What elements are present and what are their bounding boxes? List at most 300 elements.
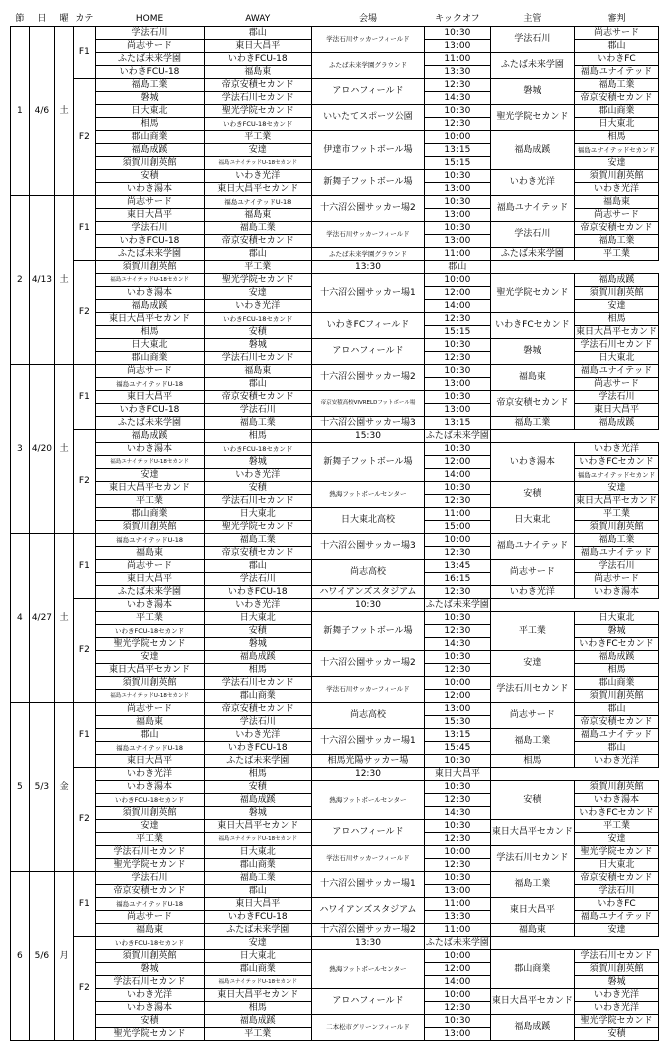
home-team: 須賀川創英館 bbox=[95, 157, 204, 170]
match-weekday: 土 bbox=[55, 365, 74, 534]
home-team: 東日大昌平 bbox=[95, 209, 204, 222]
match-row bbox=[11, 924, 659, 937]
away-team: 相馬 bbox=[204, 430, 312, 443]
match-row bbox=[11, 196, 659, 209]
match-row bbox=[11, 430, 659, 443]
home-team: 日大東北 bbox=[95, 339, 204, 352]
referee-team: 須賀川創英館 bbox=[574, 521, 658, 534]
kickoff-time: 10:00 bbox=[424, 677, 490, 690]
kickoff-time: 12:30 bbox=[424, 586, 490, 599]
category-label: F2 bbox=[74, 79, 95, 196]
venue: 学法石川サッカーフィールド bbox=[312, 846, 425, 872]
away-team: 相馬 bbox=[204, 664, 312, 677]
header-kickoff: キックオフ bbox=[424, 13, 490, 27]
home-team: 学法石川セカンド bbox=[95, 976, 204, 989]
match-row bbox=[11, 898, 659, 911]
venue: 学法石川サッカーフィールド bbox=[312, 222, 425, 248]
referee-team: 日大東北 bbox=[574, 118, 658, 131]
away-team: 聖光学院セカンド bbox=[204, 105, 312, 118]
away-team: 安達 bbox=[204, 937, 312, 950]
away-team: 福島ユナイテッドU-18 bbox=[204, 196, 312, 209]
referee-team: 平工業 bbox=[574, 508, 658, 521]
kickoff-time: 10:30 bbox=[424, 443, 490, 456]
away-team: いわき光洋 bbox=[204, 170, 312, 183]
home-team: いわき湯本 bbox=[95, 443, 204, 456]
away-team: 東日大昌平 bbox=[204, 898, 312, 911]
kickoff-time: 13:00 bbox=[424, 703, 490, 716]
home-team: 学法石川セカンド bbox=[95, 846, 204, 859]
referee-team: 東日大昌平 bbox=[574, 404, 658, 417]
match-weekday: 土 bbox=[55, 196, 74, 365]
away-team: 福島工業 bbox=[204, 534, 312, 547]
match-row bbox=[11, 443, 659, 456]
match-row bbox=[11, 53, 659, 66]
match-row bbox=[11, 508, 659, 521]
away-team: 学法石川セカンド bbox=[204, 352, 312, 365]
referee-team: いわき湯本 bbox=[574, 794, 658, 807]
venue: 熱海フットボールセンター bbox=[312, 781, 425, 820]
referee-team: 安積 bbox=[574, 1028, 658, 1041]
venue: 学法石川サッカーフィールド bbox=[312, 677, 425, 703]
referee-team: 福島工業 bbox=[574, 534, 658, 547]
referee-team: 相馬 bbox=[574, 131, 658, 144]
referee-team: 平工業 bbox=[574, 248, 658, 261]
away-team: 日大東北 bbox=[204, 612, 312, 625]
host-team: いわき湯本 bbox=[490, 443, 574, 482]
home-team: 郡山 bbox=[95, 729, 204, 742]
kickoff-time: 14:00 bbox=[424, 976, 490, 989]
home-team: ふたば未来学園 bbox=[95, 248, 204, 261]
venue: いわきFCフィールド bbox=[312, 313, 425, 339]
away-team: 郡山 bbox=[204, 27, 312, 40]
home-team: 須賀川創英館 bbox=[95, 950, 204, 963]
home-team: いわき湯本 bbox=[95, 183, 204, 196]
kickoff-time: 10:30 bbox=[424, 339, 490, 352]
away-team: 安積 bbox=[204, 625, 312, 638]
home-team: 聖光学院セカンド bbox=[95, 1028, 204, 1041]
home-team: いわき湯本 bbox=[95, 599, 204, 612]
home-team: 相馬 bbox=[95, 118, 204, 131]
category-label: F1 bbox=[74, 534, 95, 599]
away-team: いわき光洋 bbox=[204, 300, 312, 313]
away-team: 郡山商業 bbox=[204, 690, 312, 703]
home-team: 学法石川 bbox=[95, 872, 204, 885]
home-team: いわき光洋 bbox=[95, 989, 204, 1002]
referee-team: 学法石川セカンド bbox=[574, 950, 658, 963]
away-team: 聖光学院セカンド bbox=[204, 274, 312, 287]
header-away: AWAY bbox=[204, 13, 312, 27]
kickoff-time: 12:30 bbox=[424, 352, 490, 365]
match-row bbox=[11, 339, 659, 352]
away-team: 学法石川セカンド bbox=[204, 495, 312, 508]
referee-team: 郡山 bbox=[574, 703, 658, 716]
kickoff-time: 13:15 bbox=[424, 729, 490, 742]
referee-team: 平工業 bbox=[574, 820, 658, 833]
referee-team: 学法石川セカンド bbox=[574, 339, 658, 352]
away-team: いわきFCU-18 bbox=[204, 586, 312, 599]
referee-team: 福島成蹊 bbox=[574, 651, 658, 664]
home-team: いわき湯本 bbox=[95, 1002, 204, 1015]
away-team: 郡山 bbox=[204, 378, 312, 391]
referee-team: 帝京安積セカンド bbox=[574, 872, 658, 885]
home-team: 尚志サード bbox=[95, 40, 204, 53]
away-team: 福島東 bbox=[204, 209, 312, 222]
referee-team: 日大東北 bbox=[574, 859, 658, 872]
kickoff-time: 15:15 bbox=[424, 157, 490, 170]
home-team: いわきFCU-18 bbox=[95, 235, 204, 248]
kickoff-time: 14:00 bbox=[424, 300, 490, 313]
away-team: 福島ユナイテッドU-18セカンド bbox=[204, 157, 312, 170]
away-team: 安達 bbox=[204, 144, 312, 157]
kickoff-time: 10:30 bbox=[424, 755, 490, 768]
venue: 二本松市グリーンフィールド bbox=[312, 1015, 425, 1041]
referee-team: いわき光洋 bbox=[574, 1002, 658, 1015]
kickoff-time: 12:00 bbox=[424, 456, 490, 469]
match-row bbox=[11, 261, 659, 274]
kickoff-time: 12:30 bbox=[424, 118, 490, 131]
referee-team: 相馬 bbox=[574, 313, 658, 326]
venue: 新舞子フットボール場 bbox=[312, 612, 425, 651]
away-team: 安積 bbox=[204, 326, 312, 339]
kickoff-time: 13:00 bbox=[424, 378, 490, 391]
schedule-table bbox=[10, 13, 659, 1041]
referee-team: 福島ユナイテッド bbox=[574, 729, 658, 742]
referee-team: ふたば未来学園 bbox=[425, 599, 489, 610]
away-team: 相馬 bbox=[204, 1002, 312, 1015]
host-team: 郡山商業 bbox=[490, 950, 574, 989]
home-team: いわき光洋 bbox=[95, 768, 204, 781]
match-row bbox=[11, 248, 659, 261]
kickoff-time: 10:30 bbox=[424, 170, 490, 183]
home-team: 福島ユナイテッドU-18セカンド bbox=[95, 456, 204, 469]
referee-team: 帝京安積セカンド bbox=[574, 222, 658, 235]
kickoff-time: 10:30 bbox=[424, 872, 490, 885]
away-team: 磐城 bbox=[204, 456, 312, 469]
kickoff-time: 12:30 bbox=[424, 495, 490, 508]
venue: 新舞子フットボール場 bbox=[312, 170, 425, 196]
home-team: 福島ユナイテッドU-18セカンド bbox=[95, 274, 204, 287]
home-team: 須賀川創英館 bbox=[95, 677, 204, 690]
referee-team: 安達 bbox=[574, 482, 658, 495]
home-team: 尚志サード bbox=[95, 365, 204, 378]
away-team: いわき光洋 bbox=[204, 469, 312, 482]
home-team: いわきFCU-18セカンド bbox=[95, 794, 204, 807]
referee-team: 須賀川創英館 bbox=[574, 690, 658, 703]
venue: アロハフィールド bbox=[312, 339, 425, 365]
away-team: 平工業 bbox=[204, 131, 312, 144]
home-team: 東日大昌平 bbox=[95, 573, 204, 586]
kickoff-time: 16:15 bbox=[424, 573, 490, 586]
venue: アロハフィールド bbox=[312, 820, 425, 846]
referee-team: いわきFC bbox=[574, 898, 658, 911]
host-team: 福島工業 bbox=[490, 729, 574, 755]
kickoff-time: 10:30 bbox=[424, 27, 490, 40]
away-team: 帝京安積セカンド bbox=[204, 79, 312, 92]
home-team: いわき湯本 bbox=[95, 287, 204, 300]
home-team: いわきFCU-18セカンド bbox=[95, 937, 204, 950]
referee-team: いわきFCセカンド bbox=[574, 807, 658, 820]
home-team: 尚志サード bbox=[95, 196, 204, 209]
match-date: 4/6 bbox=[29, 27, 54, 196]
referee-team: 郡山 bbox=[574, 742, 658, 755]
away-team: いわきFCU-18セカンド bbox=[204, 443, 312, 456]
home-team: 須賀川創英館 bbox=[95, 807, 204, 820]
away-team: 東日大昌平セカンド bbox=[204, 183, 312, 196]
category-label: F2 bbox=[74, 430, 95, 534]
home-team: ふたば未来学園 bbox=[95, 586, 204, 599]
kickoff-time: 13:00 bbox=[424, 885, 490, 898]
venue: ふたば未来学園グラウンド bbox=[312, 53, 425, 79]
kickoff-time: 13:00 bbox=[424, 1028, 490, 1041]
home-team: 磐城 bbox=[95, 963, 204, 976]
venue: 十六沼公園サッカー場2 bbox=[312, 651, 425, 677]
home-team: 安達 bbox=[95, 820, 204, 833]
away-team: 帝京安積セカンド bbox=[204, 235, 312, 248]
referee-team: いわきFC bbox=[574, 53, 658, 66]
venue: 熱海フットボールセンター bbox=[312, 482, 425, 508]
kickoff-time: 11:00 bbox=[424, 898, 490, 911]
referee-team: 東日大昌平 bbox=[424, 768, 490, 781]
kickoff-time: 13:30 bbox=[424, 66, 490, 79]
away-team: 郡山 bbox=[204, 560, 312, 573]
away-team: 福島成蹊 bbox=[204, 794, 312, 807]
match-row bbox=[11, 989, 659, 1002]
kickoff-time: 12:30 bbox=[424, 313, 490, 326]
kickoff-time: 12:30 bbox=[424, 547, 490, 560]
match-row bbox=[11, 703, 659, 716]
category-label: F2 bbox=[74, 937, 95, 1041]
referee-team: 福島東 bbox=[574, 196, 658, 209]
match-row bbox=[11, 820, 659, 833]
home-team: 聖光学院セカンド bbox=[95, 638, 204, 651]
kickoff-time: 14:30 bbox=[424, 92, 490, 105]
home-team: 安積 bbox=[95, 170, 204, 183]
match-row bbox=[11, 560, 659, 573]
referee-team: 郡山 bbox=[574, 40, 658, 53]
home-team: 尚志サード bbox=[95, 911, 204, 924]
referee-team: 須賀川創英館 bbox=[574, 170, 658, 183]
kickoff-time: 13:00 bbox=[424, 183, 490, 196]
category-label: F2 bbox=[74, 261, 95, 365]
match-weekday: 月 bbox=[55, 872, 74, 1041]
away-team: 学法石川 bbox=[204, 573, 312, 586]
home-team: 尚志サード bbox=[95, 703, 204, 716]
kickoff-time: 13:00 bbox=[424, 209, 490, 222]
away-team: 日大東北 bbox=[204, 508, 312, 521]
home-team: 福島東 bbox=[95, 547, 204, 560]
host-team: 平工業 bbox=[490, 612, 574, 651]
match-row bbox=[11, 313, 659, 326]
venue: 熱海フットボールセンター bbox=[312, 950, 425, 989]
referee-team: いわきFCセカンド bbox=[574, 638, 658, 651]
referee-team: 安達 bbox=[574, 833, 658, 846]
referee-team: 聖光学院セカンド bbox=[574, 1015, 658, 1028]
home-team: 東日大昌平セカンド bbox=[95, 313, 204, 326]
kickoff-time: 10:00 bbox=[424, 846, 490, 859]
match-date: 5/3 bbox=[29, 703, 54, 872]
match-row bbox=[11, 417, 659, 430]
referee-team: 日大東北 bbox=[574, 612, 658, 625]
host-team: いわき光洋 bbox=[490, 586, 574, 599]
away-team: 安積 bbox=[204, 482, 312, 495]
home-team: 東日大昌平セカンド bbox=[95, 482, 204, 495]
venue: 十六沼公園サッカー場1 bbox=[312, 729, 425, 755]
referee-team: 福島ユナイテッド bbox=[574, 911, 658, 924]
kickoff-time: 10:30 bbox=[424, 391, 490, 404]
kickoff-time: 13:00 bbox=[424, 40, 490, 53]
home-team: 福島東 bbox=[95, 924, 204, 937]
away-team: 東日大昌平セカンド bbox=[204, 989, 312, 1002]
referee-team: 尚志サード bbox=[574, 27, 658, 40]
home-team: 福島成蹊 bbox=[95, 300, 204, 313]
away-team: 郡山商業 bbox=[204, 859, 312, 872]
home-team: 福島ユナイテッドU-18 bbox=[95, 378, 204, 391]
referee-team: いわき湯本 bbox=[574, 586, 658, 599]
kickoff-time: 14:30 bbox=[424, 807, 490, 820]
home-team: 福島東 bbox=[95, 716, 204, 729]
referee-team: いわき光洋 bbox=[574, 755, 658, 768]
header-category: カテ bbox=[74, 13, 95, 27]
away-team: 郡山 bbox=[204, 885, 312, 898]
home-team: いわきFCU-18セカンド bbox=[95, 625, 204, 638]
venue: 尚志高校 bbox=[312, 703, 425, 729]
venue: アロハフィールド bbox=[312, 79, 425, 105]
home-team: 福島工業 bbox=[95, 79, 204, 92]
match-date: 5/6 bbox=[29, 872, 54, 1041]
away-team: 学法石川セカンド bbox=[204, 677, 312, 690]
kickoff-time: 12:30 bbox=[424, 79, 490, 92]
match-row bbox=[11, 105, 659, 118]
kickoff-time: 15:45 bbox=[424, 742, 490, 755]
kickoff-time: 10:30 bbox=[424, 820, 490, 833]
referee-team: ふたば未来学園 bbox=[425, 937, 489, 948]
category-label: F2 bbox=[74, 768, 95, 872]
kickoff-time: 14:30 bbox=[424, 638, 490, 651]
away-team: 福島工業 bbox=[204, 222, 312, 235]
home-team: いわきFCU-18 bbox=[95, 66, 204, 79]
kickoff-time: 15:30 bbox=[424, 716, 490, 729]
away-team: 平工業 bbox=[204, 1028, 312, 1041]
referee-team: 郡山商業 bbox=[574, 105, 658, 118]
referee-team: 磐城 bbox=[574, 976, 658, 989]
referee-team: いわき光洋 bbox=[574, 989, 658, 1002]
match-row bbox=[11, 612, 659, 625]
home-team: 福島成蹊 bbox=[95, 430, 204, 443]
away-team: 日大東北 bbox=[204, 846, 312, 859]
kickoff-time: 12:30 bbox=[424, 625, 490, 638]
away-team: 学法石川 bbox=[204, 716, 312, 729]
home-team: 須賀川創英館 bbox=[95, 521, 204, 534]
match-row bbox=[11, 586, 659, 599]
host-team: 磐城 bbox=[490, 79, 574, 105]
host-team: いわき光洋 bbox=[490, 170, 574, 196]
referee-team: 福島成蹊 bbox=[574, 417, 658, 430]
host-team: ふたば未来学園 bbox=[490, 248, 574, 261]
referee-team: 学法石川 bbox=[574, 560, 658, 573]
venue: 学法石川サッカーフィールド bbox=[312, 27, 425, 53]
kickoff-time: 12:30 bbox=[424, 1002, 490, 1015]
home-team: ふたば未来学園 bbox=[95, 417, 204, 430]
round-number: 5 bbox=[11, 703, 30, 872]
match-row bbox=[11, 755, 659, 768]
match-row bbox=[11, 599, 659, 612]
host-team: 福島工業 bbox=[490, 872, 574, 898]
match-row bbox=[11, 729, 659, 742]
host-team: 福島成蹊 bbox=[490, 131, 574, 170]
referee-team: 尚志サード bbox=[574, 378, 658, 391]
host-team: いわきFCセカンド bbox=[490, 313, 574, 339]
away-team: 福島東 bbox=[204, 365, 312, 378]
header-weekday: 曜 bbox=[55, 13, 74, 27]
header-row bbox=[11, 13, 659, 27]
host-team: 安達 bbox=[490, 651, 574, 677]
referee-team: 東日大昌平セカンド bbox=[575, 326, 657, 337]
home-team: 福島ユナイテッドU-18セカンド bbox=[95, 690, 204, 703]
referee-team: 須賀川創英館 bbox=[574, 963, 658, 976]
home-team: 東日大昌平 bbox=[95, 755, 204, 768]
home-team: 福島ユナイテッドU-18 bbox=[95, 742, 204, 755]
category-label: F1 bbox=[74, 365, 95, 430]
host-team: 福島工業 bbox=[490, 417, 574, 430]
match-row bbox=[11, 872, 659, 885]
home-team: 福島ユナイテッドU-18 bbox=[95, 534, 204, 547]
home-team: 磐城 bbox=[95, 92, 204, 105]
home-team: 尚志サード bbox=[95, 560, 204, 573]
host-team: ふたば未来学園 bbox=[490, 53, 574, 79]
referee-team: 福島ユナイテッドセカンド bbox=[574, 469, 658, 482]
match-row bbox=[11, 222, 659, 235]
match-row bbox=[11, 781, 659, 794]
referee-team: いわき光洋 bbox=[574, 183, 658, 196]
header-setsu: 節 bbox=[11, 13, 30, 27]
away-team: 磐城 bbox=[204, 638, 312, 651]
kickoff-time: 12:30 bbox=[424, 794, 490, 807]
host-team: 日大東北 bbox=[490, 508, 574, 534]
referee-team: 磐城 bbox=[574, 625, 658, 638]
referee-team: いわき光洋 bbox=[574, 443, 658, 456]
referee-team: いわきFCセカンド bbox=[574, 456, 658, 469]
venue: ハワイアンズスタジアム bbox=[312, 898, 425, 924]
away-team: 帝京安積セカンド bbox=[204, 703, 312, 716]
kickoff-time: 10:30 bbox=[424, 222, 490, 235]
away-team: 福島成蹊 bbox=[204, 1015, 312, 1028]
referee-team: 尚志サード bbox=[574, 573, 658, 586]
kickoff-time: 13:30 bbox=[424, 911, 490, 924]
home-team: 学法石川 bbox=[95, 222, 204, 235]
home-team: 郡山商業 bbox=[95, 508, 204, 521]
category-label: F1 bbox=[74, 872, 95, 937]
match-row bbox=[11, 131, 659, 144]
away-team: 帝京安積セカンド bbox=[204, 547, 312, 560]
header-referee: 審判 bbox=[574, 13, 658, 27]
match-row bbox=[11, 1015, 659, 1028]
kickoff-time: 10:30 bbox=[424, 105, 490, 118]
host-team: 帝京安積セカンド bbox=[490, 391, 574, 417]
schedule-body bbox=[11, 27, 659, 1041]
venue: 十六沼公園サッカー場2 bbox=[312, 924, 425, 937]
away-team: 福島工業 bbox=[204, 417, 312, 430]
away-team: ふたば未来学園 bbox=[204, 755, 312, 768]
away-team: 聖光学院セカンド bbox=[204, 521, 312, 534]
away-team: 平工業 bbox=[204, 261, 312, 274]
category-label: F2 bbox=[74, 599, 95, 703]
referee-team: 帝京安積セカンド bbox=[574, 92, 658, 105]
away-team: いわきFCU-18 bbox=[204, 911, 312, 924]
category-label: F1 bbox=[74, 703, 95, 768]
header-host: 主管 bbox=[490, 13, 574, 27]
away-team: いわきFCU-18セカンド bbox=[204, 313, 312, 326]
kickoff-time: 12:00 bbox=[424, 690, 490, 703]
